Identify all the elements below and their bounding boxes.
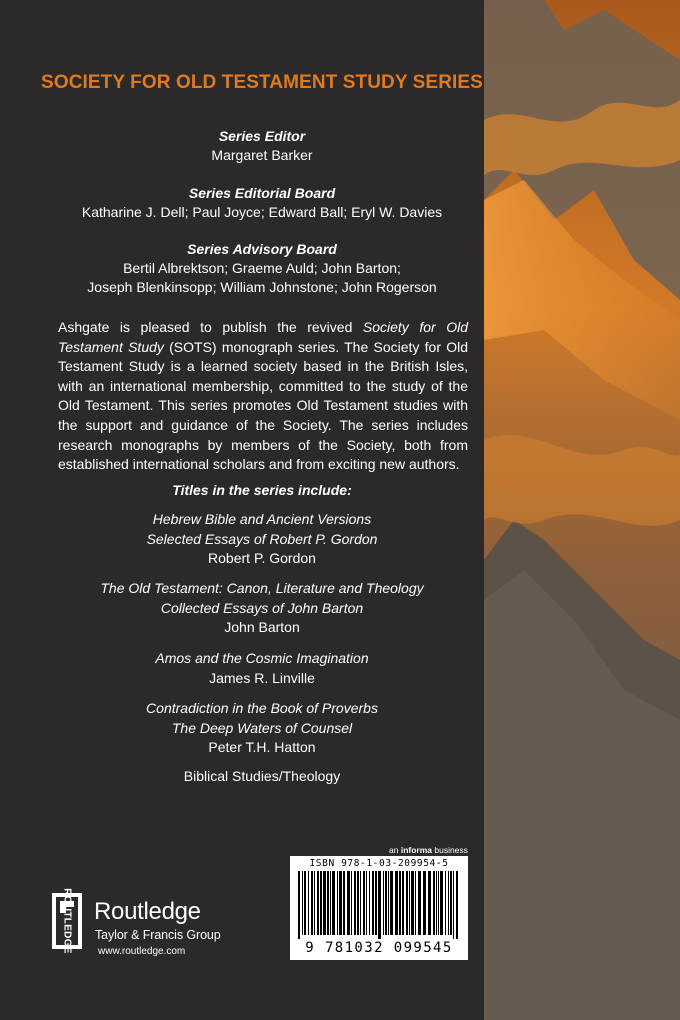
informa-brand: informa <box>400 845 432 855</box>
barcode-bar <box>323 871 326 935</box>
barcode-bar <box>302 871 303 935</box>
informa-suffix: business <box>432 845 468 855</box>
barcode-bar <box>369 871 370 935</box>
routledge-vertical-wordmark <box>52 888 82 954</box>
blurb-part1: Ashgate is pleased to publish the revived <box>58 319 363 335</box>
barcode-bar <box>415 871 416 935</box>
barcode-bar <box>372 871 374 935</box>
series-editor-heading: Series Editor <box>218 128 306 144</box>
barcode-bar <box>388 871 389 935</box>
titles-heading: Titles in the series include: <box>172 482 352 498</box>
barcode-bar <box>411 871 414 935</box>
barcode-bar <box>433 871 435 935</box>
vertical-mark-text: ROUTLEDGE <box>61 888 73 954</box>
book-subtitle: Selected Essays of Robert P. Gordon <box>146 530 378 547</box>
publisher-group: Taylor & Francis Group <box>95 928 221 942</box>
book-author: Robert P. Gordon <box>208 550 316 566</box>
book-author: John Barton <box>224 619 300 635</box>
blurb-italic: Society for Old Testament Study <box>58 319 468 355</box>
informa-tagline <box>389 845 468 855</box>
barcode-bar <box>304 871 306 935</box>
book-entry <box>0 699 524 758</box>
barcode-bar <box>402 871 404 935</box>
barcode-bar <box>438 871 439 935</box>
editorial-board-block <box>0 184 524 222</box>
barcode-bar <box>456 871 458 939</box>
isbn-text: ISBN 978-1-03-209954-5 <box>309 858 449 869</box>
barcode-bar <box>327 871 329 935</box>
book-author: James R. Linville <box>209 669 315 686</box>
book-author: Peter T.H. Hatton <box>208 739 316 755</box>
barcode-bar <box>311 871 313 935</box>
series-description <box>58 318 468 475</box>
barcode-bar <box>448 871 449 935</box>
barcode-bar <box>440 871 443 935</box>
barcode-bar <box>330 871 331 935</box>
ean-digits: 9 781032 099545 <box>305 940 453 956</box>
barcode-bar <box>445 871 446 935</box>
barcode-bar <box>317 871 319 935</box>
barcode-bar <box>383 871 384 935</box>
barcode-bar <box>366 871 367 935</box>
barcode-bar <box>363 871 365 935</box>
barcode-bar <box>378 871 381 939</box>
book-subtitle: Collected Essays of John Barton <box>160 599 364 616</box>
barcode-bars <box>298 871 460 939</box>
barcode-bar <box>337 871 338 935</box>
barcode-bar <box>436 871 437 935</box>
barcode-bar <box>314 871 315 935</box>
barcode-bar <box>360 871 361 935</box>
advisory-board-line1: Bertil Albrektson; Graeme Auld; John Barton; <box>123 260 401 276</box>
series-editor-name: Margaret Barker <box>211 147 313 163</box>
barcode-bar <box>343 871 345 935</box>
barcode-bar <box>390 871 393 935</box>
barcode-bar <box>298 871 300 939</box>
barcode-bar <box>308 871 309 935</box>
editorial-board-heading: Series Editorial Board <box>188 185 336 201</box>
barcode-bar <box>450 871 452 935</box>
barcode-bar <box>423 871 426 935</box>
barcode-bar <box>332 871 335 935</box>
book-title: Contradiction in the Book of Proverbs <box>146 700 378 716</box>
advisory-board-block <box>0 240 524 297</box>
book-entry <box>0 649 524 688</box>
publisher-url[interactable]: www.routledge.com <box>98 946 186 957</box>
publisher-name: Routledge <box>94 898 201 925</box>
barcode-bar <box>357 871 359 935</box>
barcode-bar <box>418 871 421 935</box>
isbn-barcode <box>290 856 468 960</box>
barcode-bar <box>351 871 352 935</box>
series-editor-block <box>0 127 524 165</box>
barcode-bar <box>399 871 401 935</box>
book-subtitle: The Deep Waters of Counsel <box>171 719 353 736</box>
barcode-bar <box>375 871 377 935</box>
book-entry <box>0 579 524 638</box>
barcode-bar <box>409 871 410 935</box>
barcode-bar <box>347 871 350 935</box>
subject-category: Biblical Studies/Theology <box>183 768 341 784</box>
book-title: Amos and the Cosmic Imagination <box>155 650 369 666</box>
barcode-bar <box>395 871 398 935</box>
editorial-board-names: Katharine J. Dell; Paul Joyce; Edward Ball; Eryl W. Davies <box>81 204 443 220</box>
advisory-board-line2: Joseph Blenkinsopp; William Johnstone; John Rogerson <box>87 279 437 295</box>
barcode-bar <box>354 871 356 935</box>
barcode-bar <box>385 871 387 935</box>
barcode-bar <box>406 871 408 935</box>
blurb-part2: (SOTS) monograph series. The Society for Old Testament Study is a learned society based in the British Isles, with an international membership, committed to the study of the Old Testament. This series promotes Old Testament studies with the support and guidance of the Society. The series includes research monographs by members of the Society, both from established international scholars and from exciting new authors. <box>58 338 469 473</box>
barcode-bar <box>320 871 322 935</box>
barcode-bar <box>453 871 454 939</box>
book-title: Hebrew Bible and Ancient Versions <box>152 511 372 527</box>
book-title: The Old Testament: Canon, Literature and Theology <box>100 580 424 596</box>
barcode-bar <box>339 871 342 935</box>
advisory-board-heading: Series Advisory Board <box>187 241 337 257</box>
book-entry <box>0 510 524 569</box>
series-title: SOCIETY FOR OLD TESTAMENT STUDY SERIES <box>41 72 483 93</box>
informa-prefix: an <box>389 845 401 855</box>
barcode-bar <box>428 871 431 935</box>
